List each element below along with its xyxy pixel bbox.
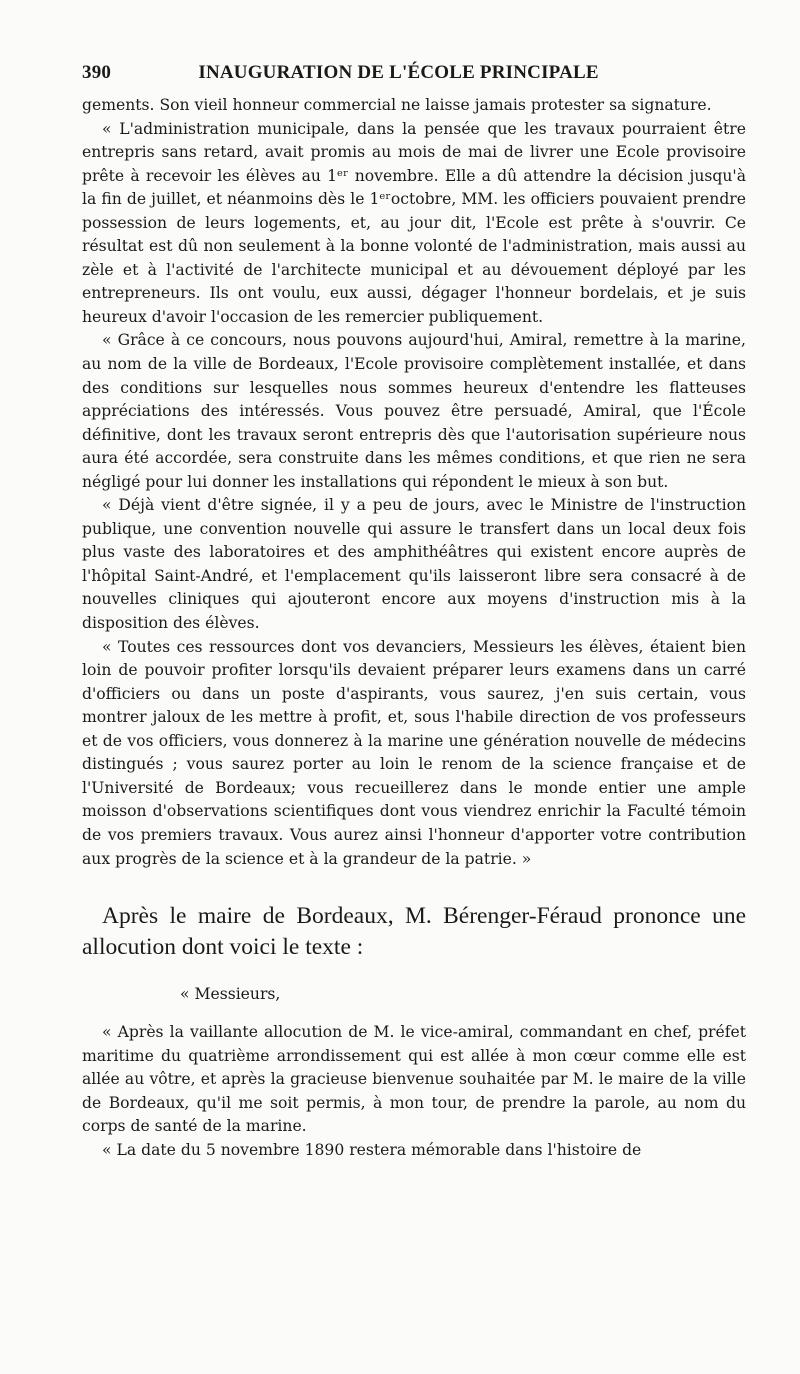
paragraph-concours: « Grâce à ce concours, nous pouvons aujourd'hui, Amiral, remettre à la marine, au nom de la ville de Bordeaux, l'Ecole provisoire complètement installée, et dans des conditions sur lesquelles nous sommes heureux d'entendre les flatteuses appréciations des intéressés. Vous pouvez être persuadé, Amiral, que l'École définitive, dont les travaux seront entrepris dès que l'autorisation supérieure nous aura été accordée, sera construite dans les mêmes conditions, et que rien ne sera négligé pour lui donner les installations qui répondent le mieux à son but. [82,331,746,491]
paragraph-administration: « L'administration municipale, dans la pensée que les travaux pourraient être entrepris sans retard, avait promis au mois de mai de livrer une Ecole provisoire prête à recevoir les élèves au 1ᵉʳ novembre. Elle a dû attendre la décision jusqu'à la fin de juillet, et néanmoins dès le 1ᵉʳoctobre, MM. les officiers pouvaient prendre possession de leurs logements, et, au jour dit, l'Ecole est prête à s'ouvrir. Ce résultat est dû non seulement à la bonne volonté de l'administration, mais aussi au zèle et à l'activité de l'architecte municipal et au dévouement déployé par les entrepreneurs. Ils ont voulu, eux aussi, dégager l'honneur bordelais, et je suis heureux d'avoir l'occasion de les remercier publiquement. [82,119,746,326]
speech-paragraph-2: « La date du 5 novembre 1890 restera mémorable dans l'histoire de [102,1140,642,1159]
book-page [82,62,746,1162]
running-title: INAUGURATION DE L'ÉCOLE PRINCIPALE [198,62,599,83]
paragraph-ressources: « Toutes ces ressources dont vos devanciers, Messieurs les élèves, étaient bien loin de pouvoir profiter lorsqu'ils devaient préparer leurs examens dans un carré d'officiers ou dans un poste d'aspirants, vous saurez, j'en suis certain, vous montrer jaloux de les mettre à profit, et, sous l'habile direction de vos professeurs et de vos officiers, vous donnerez à la marine une génération nouvelle de médecins distingués ; vous saurez porter au loin le renom de la science française et de l'Université de Bordeaux; vous recueillerez dans le monde entier une ample moisson d'observations scientifiques dont vous viendrez enrichir la Faculté témoin de vos premiers travaux. Vous aurez ainsi l'honneur d'apporter votre contribution aux progrès de la science et à la grandeur de la patrie. » [82,637,746,868]
running-header [82,62,746,84]
speech-introduction: Après le maire de Bordeaux, M. Bérenger-Féraud prononce une allocution dont voici le texte : [82,903,746,961]
speech-paragraph-1: « Après la vaillante allocution de M. le vice-amiral, commandant en chef, préfet maritime du quatrième arrondissement qui est allée à mon cœur comme elle est allée au vôtre, et après la gracieuse bienvenue souhaitée par M. le maire de la ville de Bordeaux, qu'il me soit permis, à mon tour, de prendre la parole, au nom du corps de santé de la marine. [82,1023,746,1136]
paragraph-convention: « Déjà vient d'être signée, il y a peu de jours, avec le Ministre de l'instruction publique, une convention nouvelle qui assure le transfert dans un local deux fois plus vaste des laboratoires et des amphithéâtres qui existent encore auprès de l'hôpital Saint-André, et l'emplacement qu'ils laisseront libre sera consacré à de nouvelles cliniques qui ajouteront encore aux moyens d'instruction mis à la disposition des élèves. [82,496,746,633]
salutation: « Messieurs, [180,985,281,1004]
article-body [82,94,746,871]
speech-body [82,1021,746,1162]
paragraph-continuation: gements. Son vieil honneur commercial ne laisse jamais protester sa signature. [82,96,712,114]
page-number: 390 [82,62,112,83]
